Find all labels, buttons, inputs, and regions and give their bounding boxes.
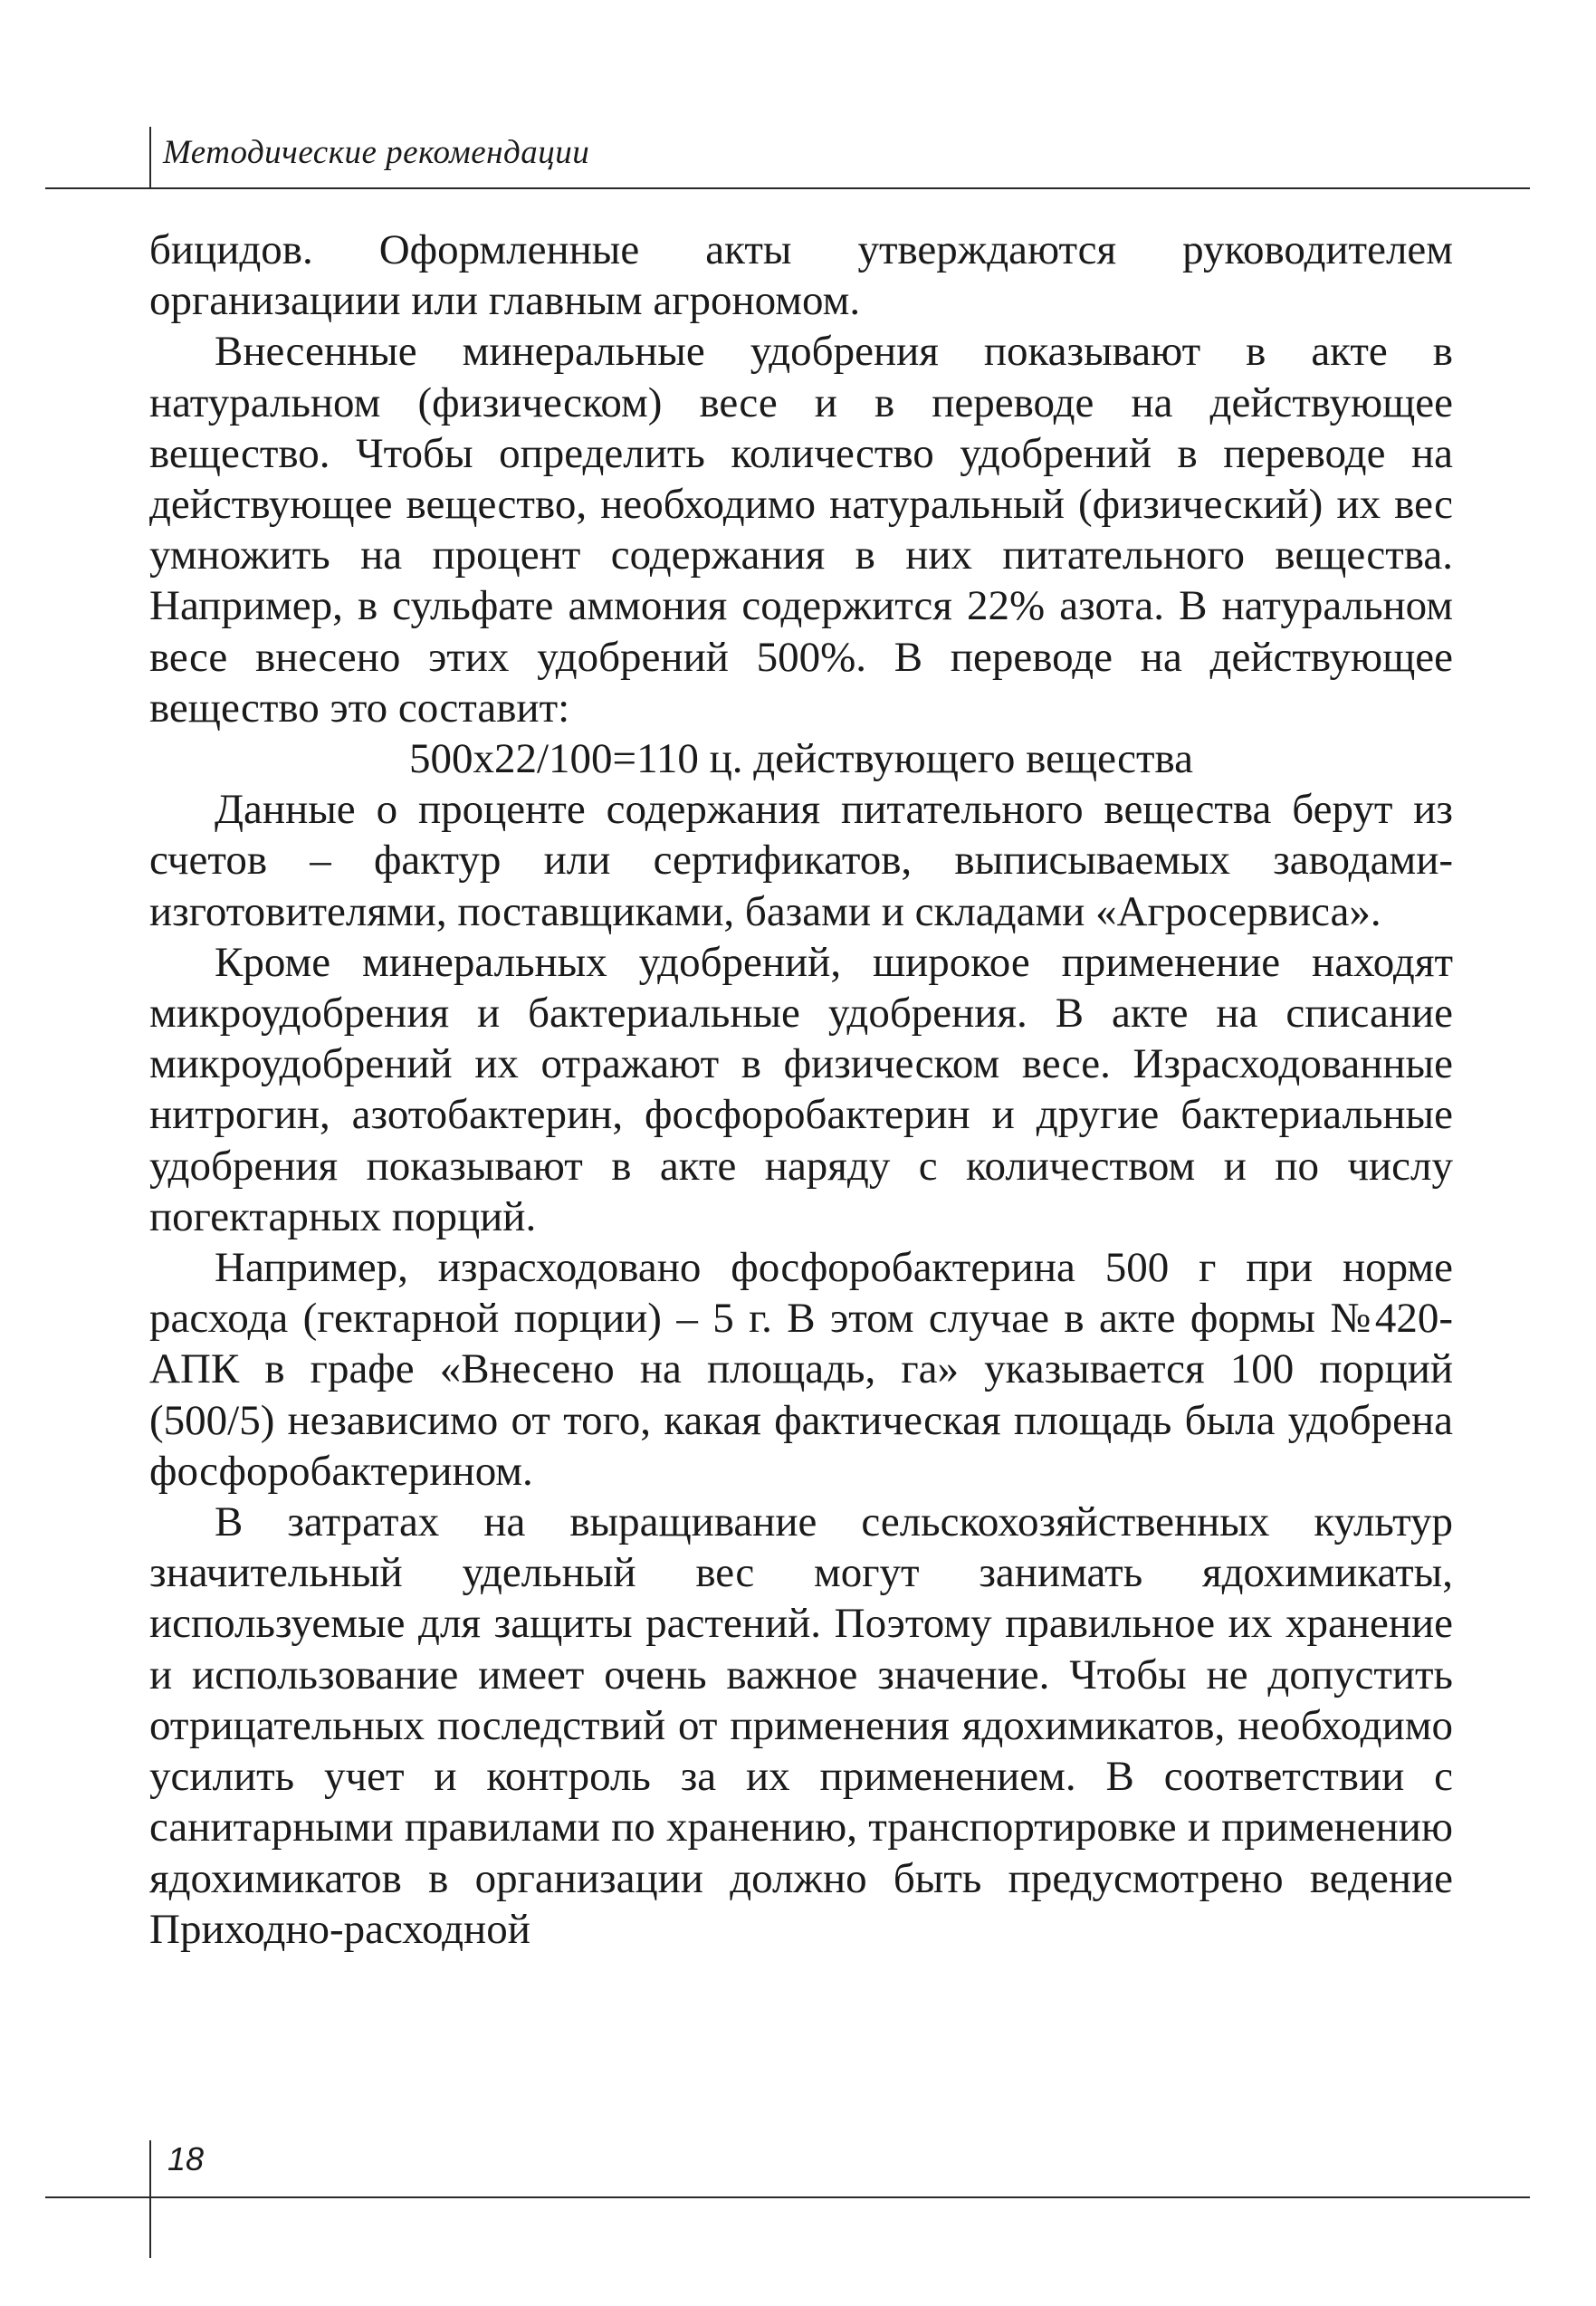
header-horizontal-rule (45, 187, 1530, 189)
paragraph-5: Например, израсходовано фосфоробактерина 500 г при норме расхода (гектарной порции) – 5 г. В этом случае в акте формы №420-АПК в графе «Внесено на площадь, га» указывается 100 порций (500/5) независимо от того, какая фактическая площадь была удобрена фосфоробактерином. (149, 1244, 1453, 1495)
paragraph-4: Кроме минеральных удобрений, широкое применение находят микроудобрения и бактериальные удобрения. В акте на списание микроудобрений их отражают в физическом весе. Израсходованные нитрогин, азотобактерин, фосфоробактерин и другие бактериальные удобрения показывают в акте наряду с количеством и по числу погектарных порций. (149, 938, 1453, 1240)
header-vertical-rule (149, 127, 151, 187)
body-text (149, 225, 1453, 1955)
paragraph-2: Внесенные минеральные удобрения показывают в акте в натуральном (физическом) весе и в переводе на действующее вещество. Чтобы определить количество удобрений в переводе на действующее вещество, необходимо натуральный (физический) их вес умножить на процент содержания в них питательного вещества. Например, в сульфате аммония содержится 22% азота. В натуральном весе внесено этих удобрений 500%. В переводе на действующее вещество это составит: (149, 328, 1453, 732)
formula: 500х22/100=110 ц. действующего вещества (409, 735, 1193, 783)
page-number: 18 (167, 2140, 205, 2177)
paragraph-3: Данные о проценте содержания питательного вещества берут из счетов – фактур или сертификатов, выписываемых заводами-изготовителями, поставщиками, базами и складами «Агросервиса». (149, 786, 1453, 935)
paragraph-1: бицидов. Оформленные акты утверждаются руководителем организациии или главным агрономом. (149, 226, 1453, 325)
running-head: Методические рекомендации (163, 134, 590, 171)
footer-vertical-rule (149, 2140, 151, 2258)
paragraph-6: В затратах на выращивание сельскохозяйственных культур значительный удельный вес могут занимать ядохимикаты, используемые для защиты растений. Поэтому правильное их хранение и использование имеет очень важное значение. Чтобы не допустить отрицательных последствий от применения ядохимикатов, необходимо усилить учет и контроль за их применением. В соответствии с санитарными правилами по хранению, транспортировке и применению ядохимикатов в организации должно быть предусмотрено ведение Приходно-расходной (149, 1498, 1453, 1953)
footer-horizontal-rule (45, 2196, 1530, 2198)
